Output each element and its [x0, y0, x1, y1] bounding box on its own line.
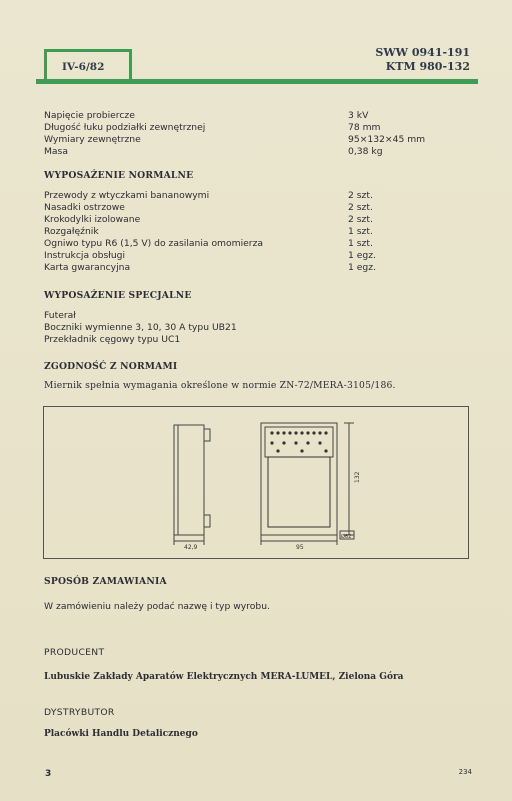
spec-value: 95×132×45 mm — [348, 134, 426, 145]
normal-equipment-heading: WYPOSAŻENIE NORMALNE — [44, 170, 194, 181]
equipment-row — [44, 250, 464, 262]
spec-label: Napięcie probiercze — [44, 110, 135, 121]
distributor-name: Placówki Handlu Detalicznego — [44, 729, 198, 739]
equipment-qty: 2 szt. — [348, 190, 373, 201]
dimension-drawing-frame — [43, 406, 469, 559]
producer-heading: PRODUCENT — [44, 647, 105, 658]
page-number: 3 — [45, 769, 52, 779]
producer-name: Lubuskie Zakłady Aparatów Elektrycznych MERA-LUMEL, Zielona Góra — [44, 672, 404, 682]
spec-value: 0,38 kg — [348, 146, 383, 157]
equipment-qty: 1 egz. — [348, 262, 376, 273]
terminal-panel — [265, 427, 333, 457]
equipment-label: Ogniwo typu R6 (1,5 V) do zasilania omomierza — [44, 238, 264, 249]
front-view-outline — [261, 423, 337, 535]
dim-width-label: 95 — [296, 544, 304, 551]
terminal-sockets — [270, 431, 327, 452]
compliance-heading: ZGODNOŚĆ Z NORMAMI — [44, 361, 178, 372]
header-rule — [36, 79, 478, 84]
special-item: Futerał — [44, 310, 76, 321]
equipment-label: Karta gwarancyjna — [44, 262, 131, 273]
distributor-heading: DYSTRYBUTOR — [44, 707, 115, 718]
equipment-qty: 2 szt. — [348, 214, 373, 225]
equipment-row — [44, 226, 464, 238]
compliance-text: Miernik spełnia wymagania określone w normie ZN-72/MERA-3105/186. — [44, 380, 396, 391]
dim-height-label: 132 — [354, 471, 361, 483]
spec-value: 3 kV — [348, 110, 369, 121]
equipment-label: Przewody z wtyczkami bananowymi — [44, 190, 210, 201]
spec-value: 78 mm — [348, 122, 381, 133]
special-equipment-heading: WYPOSAŻENIE SPECJALNE — [44, 290, 192, 301]
spec-row — [44, 110, 464, 122]
scale-window — [268, 457, 330, 527]
equipment-row — [44, 262, 464, 274]
equipment-label: Rozgałęźnik — [44, 226, 99, 237]
special-item: Przekładnik cęgowy typu UC1 — [44, 334, 181, 345]
equipment-row — [44, 238, 464, 250]
ktm-code: KTM 980-132 — [385, 60, 470, 73]
equipment-label: Nasadki ostrzowe — [44, 202, 125, 213]
equipment-qty: 1 egz. — [348, 250, 376, 261]
equipment-qty: 2 szt. — [348, 202, 373, 213]
equipment-row — [44, 190, 464, 202]
dim-side-label: 42,9 — [184, 544, 198, 551]
spec-label: Wymiary zewnętrzne — [44, 134, 141, 145]
equipment-qty: 1 szt. — [348, 226, 373, 237]
dim-small-label: Ø62 — [341, 534, 352, 540]
equipment-row — [44, 202, 464, 214]
equipment-row — [44, 214, 464, 226]
spec-row — [44, 122, 464, 134]
spec-label: Masa — [44, 146, 68, 157]
sheet-number: 234 — [458, 768, 472, 776]
equipment-label: Instrukcja obsługi — [44, 250, 126, 261]
ordering-heading: SPOSÓB ZAMAWIANIA — [44, 576, 167, 587]
sww-code: SWW 0941-191 — [375, 46, 470, 59]
catalog-code: IV-6/82 — [62, 61, 105, 73]
spec-label: Długość łuku podziałki zewnętrznej — [44, 122, 206, 133]
dimension-drawing — [44, 407, 470, 560]
spec-row — [44, 146, 464, 158]
special-item: Boczniki wymienne 3, 10, 30 A typu UB21 — [44, 322, 237, 333]
equipment-qty: 1 szt. — [348, 238, 373, 249]
equipment-label: Krokodylki izolowane — [44, 214, 141, 225]
ordering-text: W zamówieniu należy podać nazwę i typ wyrobu. — [44, 601, 270, 612]
spec-row — [44, 134, 464, 146]
